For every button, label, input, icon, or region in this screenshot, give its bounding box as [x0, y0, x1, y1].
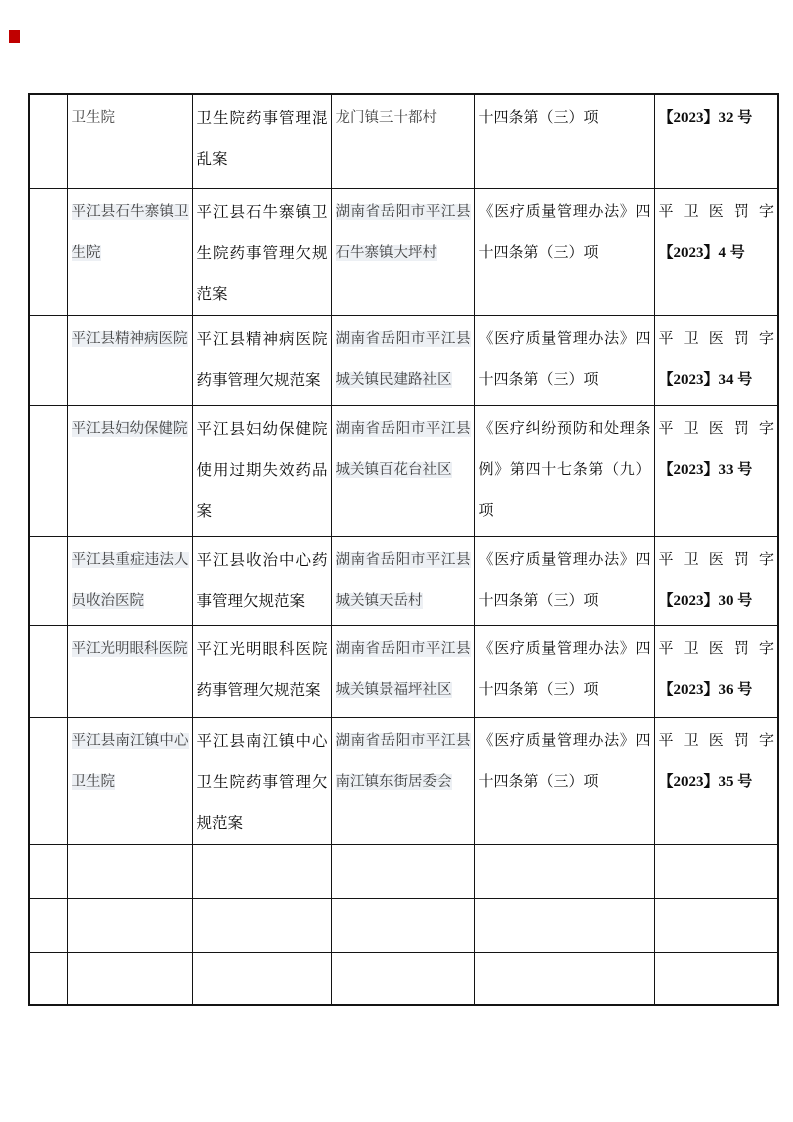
cell-legal-basis [474, 625, 654, 717]
cell-case-name [192, 188, 331, 315]
cell-institution [67, 898, 192, 952]
address-text: 湖南省岳阳市平江县城关镇景福坪社区 [335, 640, 471, 698]
table-row [29, 625, 778, 717]
cell-doc-number [654, 625, 778, 717]
table-row [29, 898, 778, 952]
cell-legal-basis [474, 898, 654, 952]
cell-institution [67, 315, 192, 405]
cell-case-name [192, 844, 331, 898]
cell-institution [67, 625, 192, 717]
cell-doc-number [654, 94, 778, 188]
table-row [29, 536, 778, 625]
case-name-text: 平江县收治中心药事管理欠规范案 [196, 551, 328, 610]
cell-institution [67, 94, 192, 188]
cell-row-number [29, 844, 67, 898]
legal-basis-text: 《医疗质量管理办法》四十四条第（三）项 [478, 330, 651, 388]
legal-basis-text: 《医疗质量管理办法》四十四条第（三）项 [478, 203, 651, 261]
cell-row-number [29, 898, 67, 952]
cell-institution [67, 188, 192, 315]
cell-address [331, 898, 474, 952]
cell-row-number [29, 315, 67, 405]
table-row [29, 844, 778, 898]
cell-legal-basis [474, 94, 654, 188]
address-text: 湖南省岳阳市平江县石牛寨镇大坪村 [335, 203, 471, 261]
legal-basis-text: 《医疗纠纷预防和处理条例》第四十七条第（九）项 [478, 420, 651, 519]
doc-number-text: 【2023】36 号 [658, 681, 753, 698]
table-row [29, 315, 778, 405]
cell-row-number [29, 405, 67, 536]
cell-address [331, 625, 474, 717]
case-name-text: 平江光明眼科医院药事管理欠规范案 [196, 640, 328, 699]
institution-text: 卫生院 [71, 110, 115, 126]
cell-institution [67, 536, 192, 625]
institution-text: 平江光明眼科医院 [71, 640, 188, 657]
cell-row-number [29, 952, 67, 1005]
doc-prefix-text: 平 卫 医 罚 字 [658, 732, 774, 749]
institution-text: 平江县精神病医院 [71, 330, 188, 347]
doc-number-text: 【2023】4 号 [658, 244, 745, 261]
institution-text: 平江县妇幼保健院 [71, 420, 188, 437]
doc-number-text: 【2023】30 号 [658, 592, 753, 609]
address-text: 湖南省岳阳市平江县城关镇百花台社区 [335, 420, 471, 478]
doc-number-text: 【2023】34 号 [658, 371, 753, 388]
cell-address [331, 844, 474, 898]
doc-prefix-text: 平 卫 医 罚 字 [658, 551, 774, 568]
address-text: 湖南省岳阳市平江县城关镇天岳村 [335, 551, 471, 609]
institution-text: 平江县重症违法人员收治医院 [71, 551, 189, 609]
cell-case-name [192, 315, 331, 405]
case-name-text: 卫生院药事管理混乱案 [196, 110, 328, 168]
doc-prefix-text: 平 卫 医 罚 字 [658, 203, 774, 220]
cell-address [331, 94, 474, 188]
table-row [29, 94, 778, 188]
cell-address [331, 188, 474, 315]
legal-basis-text: 《医疗质量管理办法》四十四条第（三）项 [478, 732, 651, 790]
cell-address [331, 536, 474, 625]
cell-doc-number [654, 188, 778, 315]
case-name-text: 平江县妇幼保健院使用过期失效药品案 [196, 420, 328, 520]
cell-doc-number [654, 898, 778, 952]
doc-prefix-text: 平 卫 医 罚 字 [658, 330, 774, 347]
red-annotation-mark [9, 30, 20, 43]
cell-case-name [192, 536, 331, 625]
cell-legal-basis [474, 536, 654, 625]
address-text: 湖南省岳阳市平江县南江镇东街居委会 [335, 732, 471, 790]
legal-basis-text: 十四条第（三）项 [478, 110, 599, 126]
institution-text: 平江县石牛寨镇卫生院 [71, 203, 189, 261]
legal-basis-text: 《医疗质量管理办法》四十四条第（三）项 [478, 551, 651, 609]
cell-case-name [192, 898, 331, 952]
doc-prefix-text: 平 卫 医 罚 字 [658, 420, 774, 437]
address-text: 湖南省岳阳市平江县城关镇民建路社区 [335, 330, 471, 388]
cell-institution [67, 844, 192, 898]
penalty-cases-table [28, 93, 779, 1006]
cell-institution [67, 405, 192, 536]
doc-number-text: 【2023】32 号 [658, 110, 753, 126]
table-row [29, 405, 778, 536]
cell-row-number [29, 536, 67, 625]
cell-institution [67, 717, 192, 844]
cell-legal-basis [474, 405, 654, 536]
doc-prefix-text: 平 卫 医 罚 字 [658, 640, 774, 657]
cell-case-name [192, 952, 331, 1005]
cell-institution [67, 952, 192, 1005]
cell-doc-number [654, 717, 778, 844]
cell-case-name [192, 717, 331, 844]
case-name-text: 平江县石牛寨镇卫生院药事管理欠规范案 [196, 203, 328, 303]
doc-number-text: 【2023】35 号 [658, 773, 753, 790]
cell-case-name [192, 405, 331, 536]
cell-legal-basis [474, 844, 654, 898]
cell-doc-number [654, 952, 778, 1005]
cell-legal-basis [474, 717, 654, 844]
table-row [29, 188, 778, 315]
legal-basis-text: 《医疗质量管理办法》四十四条第（三）项 [478, 640, 651, 698]
cell-row-number [29, 625, 67, 717]
cell-address [331, 952, 474, 1005]
table-row [29, 952, 778, 1005]
case-name-text: 平江县南江镇中心卫生院药事管理欠规范案 [196, 732, 328, 832]
cell-legal-basis [474, 315, 654, 405]
cell-case-name [192, 625, 331, 717]
cell-case-name [192, 94, 331, 188]
cell-row-number [29, 717, 67, 844]
cell-address [331, 717, 474, 844]
address-text: 龙门镇三十都村 [335, 110, 437, 126]
cell-address [331, 315, 474, 405]
cell-doc-number [654, 405, 778, 536]
doc-number-text: 【2023】33 号 [658, 461, 753, 478]
cell-row-number [29, 94, 67, 188]
cell-row-number [29, 188, 67, 315]
cell-doc-number [654, 536, 778, 625]
cell-legal-basis [474, 188, 654, 315]
cell-doc-number [654, 315, 778, 405]
table-row [29, 717, 778, 844]
case-name-text: 平江县精神病医院药事管理欠规范案 [196, 330, 328, 389]
cell-address [331, 405, 474, 536]
cell-doc-number [654, 844, 778, 898]
institution-text: 平江县南江镇中心卫生院 [71, 732, 189, 790]
cell-legal-basis [474, 952, 654, 1005]
